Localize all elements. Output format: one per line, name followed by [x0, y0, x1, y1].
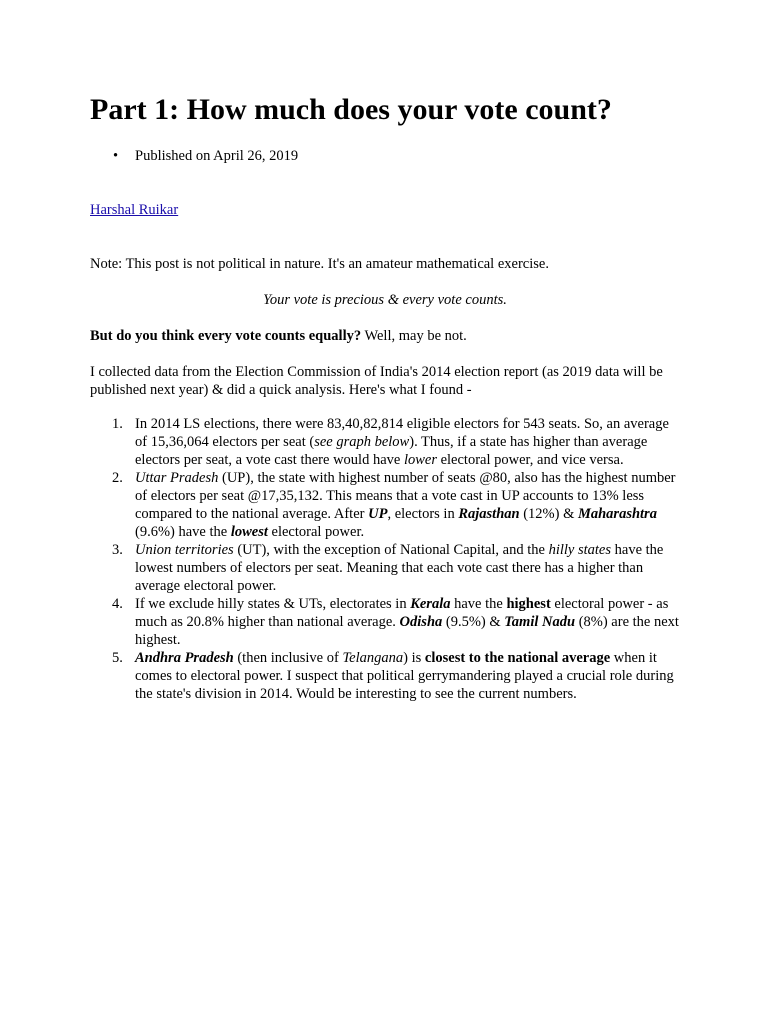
finding-number: 1. [112, 416, 123, 432]
finding-text: have the lowest numbers of electors per seat. Meaning that each vote cast there has a higher than average electoral power. [135, 542, 664, 594]
finding-item-5 [90, 649, 680, 703]
finding-text: In 2014 LS elections, there were 83,40,82,814 eligible electors for 543 seats. So, an average of 15,36,064 electors per seat ( [135, 416, 669, 450]
finding-text: (UP), the state with highest number of seats @80, also has the highest number of electors per seat @17,35,132. This means that a vote cast in UP accounts to 13% less compared to the national average. After [135, 470, 676, 522]
finding-bold-italic: Rajasthan [458, 506, 520, 522]
finding-italic: Telangana [342, 650, 404, 666]
finding-italic: see graph below [314, 434, 410, 450]
author-link[interactable]: Harshal Ruikar [90, 202, 179, 218]
finding-italic: Uttar Pradesh [135, 470, 219, 486]
meta-list [90, 147, 298, 165]
finding-text: ) is [403, 650, 425, 666]
finding-text: (9.5%) & [442, 614, 505, 630]
finding-text: electoral power, and vice versa. [436, 452, 624, 468]
finding-item-2 [90, 469, 680, 541]
finding-italic: lower [403, 452, 437, 468]
finding-text: If we exclude hilly states & UTs, electorates in [135, 596, 411, 612]
finding-number: 4. [112, 596, 123, 612]
finding-number: 5. [112, 650, 123, 666]
finding-bold-italic: Kerala [410, 596, 451, 612]
finding-item-3 [90, 541, 680, 595]
finding-bold: highest [506, 596, 551, 612]
finding-text: when it comes to electoral power. I suspect that political gerrymandering played a crucial role during the state's division in 2014. Would be interesting to see the current numbers. [135, 650, 674, 702]
note-paragraph: Note: This post is not political in nature. It's an amateur mathematical exercise. [90, 256, 549, 272]
intro-paragraph: I collected data from the Election Commission of India's 2014 election report (as 2019 data will be published next year) & did a quick analysis. Here's what I found - [90, 364, 663, 398]
finding-number: 3. [112, 542, 123, 558]
finding-text: (12%) & [519, 506, 578, 522]
finding-italic: hilly states [548, 542, 612, 558]
finding-bold-italic: UP [368, 506, 388, 522]
finding-text: (UT), with the exception of National Capital, and the [233, 542, 549, 558]
finding-italic: Union territories [135, 542, 234, 558]
finding-text: (9.6%) have the [135, 524, 231, 540]
finding-text: electoral power. [267, 524, 365, 540]
finding-text: (then inclusive of [233, 650, 343, 666]
question-paragraph [90, 327, 680, 345]
question-rest: Well, may be not. [361, 328, 467, 344]
finding-bold-italic: Odisha [399, 614, 443, 630]
quote-paragraph: Your vote is precious & every vote counts. [263, 292, 507, 308]
published-date: • Published on April 26, 2019 [90, 147, 298, 165]
finding-text: ). Thus, if a state has higher than average electors per seat, a vote cast there would have [135, 434, 648, 468]
finding-bold-italic: Andhra Pradesh [135, 650, 234, 666]
finding-text: (8%) are the next highest. [135, 614, 679, 648]
finding-text: have the [450, 596, 507, 612]
finding-item-1 [90, 415, 680, 469]
finding-text: electoral power - as much as 20.8% higher than national average. [135, 596, 669, 630]
question-bold: But do you think every vote counts equally? [90, 328, 362, 344]
finding-bold-italic: lowest [230, 524, 268, 540]
finding-text: , electors in [387, 506, 459, 522]
finding-bold: closest to the national average [424, 650, 611, 666]
finding-bold-italic: Maharashtra [577, 506, 657, 522]
page-title: Part 1: How much does your vote count? [90, 93, 612, 126]
finding-bold-italic: Tamil Nadu [504, 614, 576, 630]
findings-list [90, 415, 680, 703]
finding-number: 2. [112, 470, 123, 486]
finding-item-4 [90, 595, 680, 649]
